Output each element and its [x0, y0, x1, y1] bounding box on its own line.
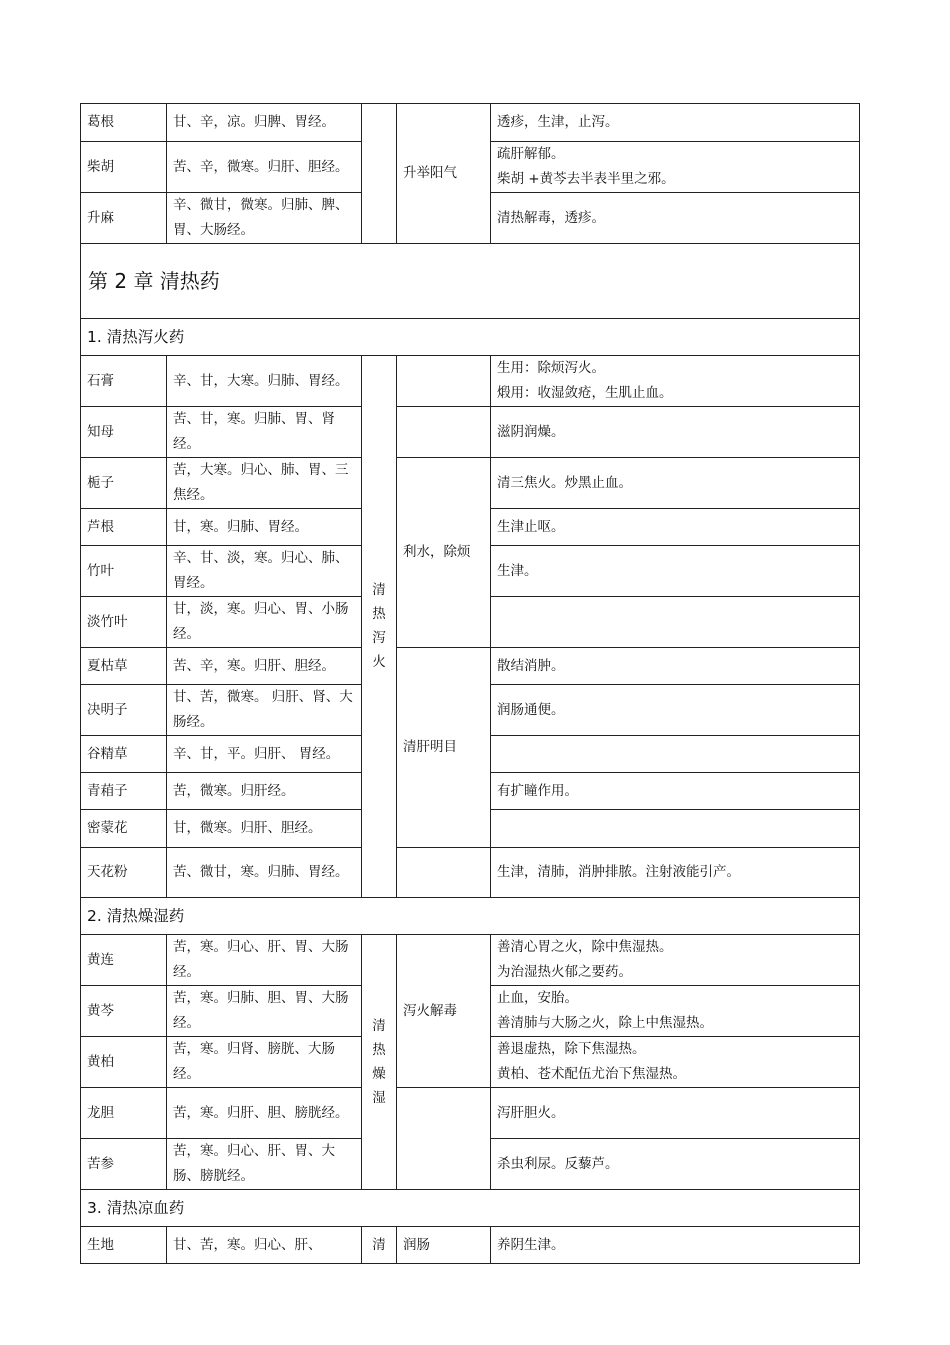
- chapter-title: 第 2 章 清热药: [81, 244, 860, 319]
- group-cell: 升举阳气: [397, 104, 491, 244]
- herb-name: 青葙子: [81, 773, 167, 810]
- category-cell: 清热泻火: [362, 356, 397, 898]
- herb-name: 柴胡: [81, 142, 167, 193]
- herb-name: 石膏: [81, 356, 167, 407]
- herb-effect: [491, 810, 860, 848]
- herb-name: 知母: [81, 407, 167, 458]
- herb-property: 辛、甘、淡，寒。归心、肺、胃经。: [167, 546, 362, 597]
- section-title: 2. 清热燥湿药: [81, 898, 860, 935]
- herb-name: 生地: [81, 1227, 167, 1264]
- herb-property: 苦，微寒。归肝经。: [167, 773, 362, 810]
- table-row: [81, 935, 860, 986]
- herb-property: 苦、辛，微寒。归肝、胆经。: [167, 142, 362, 193]
- table-row: [81, 1088, 860, 1139]
- table-row: [81, 848, 860, 898]
- herb-name: 芦根: [81, 509, 167, 546]
- herb-property: 苦，寒。归肝、胆、膀胱经。: [167, 1088, 362, 1139]
- herb-effect: 生津止呕。: [491, 509, 860, 546]
- herb-name: 黄连: [81, 935, 167, 986]
- group-cell: [397, 848, 491, 898]
- herb-name: 密蒙花: [81, 810, 167, 848]
- herb-property: 苦、辛，寒。归肝、胆经。: [167, 648, 362, 685]
- herb-property: 辛、甘，大寒。归肺、胃经。: [167, 356, 362, 407]
- herb-effect: 生用：除烦泻火。 煅用：收湿敛疮，生肌止血。: [491, 356, 860, 407]
- herb-effect: 清热解毒，透疹。: [491, 193, 860, 244]
- herb-property: 辛、微甘，微寒。归肺、脾、胃、大肠经。: [167, 193, 362, 244]
- herb-name: 决明子: [81, 685, 167, 736]
- herb-name: 黄芩: [81, 986, 167, 1037]
- herb-property: 甘，微寒。归肝、胆经。: [167, 810, 362, 848]
- herb-name: 淡竹叶: [81, 597, 167, 648]
- table-row: [81, 356, 860, 407]
- herb-property: 甘、辛，凉。归脾、胃经。: [167, 104, 362, 142]
- herb-effect: 透疹，生津，止泻。: [491, 104, 860, 142]
- chapter-row: [81, 244, 860, 319]
- herb-property: 甘，淡，寒。归心、胃、小肠经。: [167, 597, 362, 648]
- table-row: [81, 104, 860, 142]
- herb-effect: 生津，清肺，消肿排脓。注射液能引产。: [491, 848, 860, 898]
- section-title: 1. 清热泻火药: [81, 319, 860, 356]
- table-row: [81, 1227, 860, 1264]
- herb-effect: 有扩瞳作用。: [491, 773, 860, 810]
- herb-effect: [491, 597, 860, 648]
- herb-effect: 清三焦火。炒黑止血。: [491, 458, 860, 509]
- section-title: 3. 清热凉血药: [81, 1190, 860, 1227]
- herb-property: 苦，寒。归心、肝、胃、大肠、膀胱经。: [167, 1139, 362, 1190]
- herb-property: 苦、甘，寒。归肺、胃、肾经。: [167, 407, 362, 458]
- herb-property: 甘，寒。归肺、胃经。: [167, 509, 362, 546]
- group-cell: 清肝明目: [397, 648, 491, 848]
- herb-effect: 泻肝胆火。: [491, 1088, 860, 1139]
- herb-name: 栀子: [81, 458, 167, 509]
- herb-effect: 滋阴润燥。: [491, 407, 860, 458]
- herb-effect: 润肠通便。: [491, 685, 860, 736]
- group-cell: [397, 407, 491, 458]
- herb-effect: [491, 736, 860, 773]
- herb-name: 竹叶: [81, 546, 167, 597]
- herb-name: 龙胆: [81, 1088, 167, 1139]
- herb-property: 辛、甘，平。归肝、 胃经。: [167, 736, 362, 773]
- herb-property: 苦，寒。归心、肝、胃、大肠经。: [167, 935, 362, 986]
- table-row: [81, 648, 860, 685]
- group-cell: 泻火解毒: [397, 935, 491, 1088]
- category-cell: 清: [362, 1227, 397, 1264]
- group-cell: 利水，除烦: [397, 458, 491, 648]
- section-row: [81, 898, 860, 935]
- group-cell: 润肠: [397, 1227, 491, 1264]
- herb-effect: 杀虫利尿。反藜芦。: [491, 1139, 860, 1190]
- herb-name: 葛根: [81, 104, 167, 142]
- table-row: [81, 407, 860, 458]
- herb-table: [80, 103, 860, 1264]
- herb-property: 苦、微甘，寒。归肺、胃经。: [167, 848, 362, 898]
- herb-property: 甘、苦，寒。归心、肝、: [167, 1227, 362, 1264]
- herb-name: 苦参: [81, 1139, 167, 1190]
- section-row: [81, 1190, 860, 1227]
- herb-property: 苦，寒。归肾、膀胱、大肠经。: [167, 1037, 362, 1088]
- herb-name: 升麻: [81, 193, 167, 244]
- herb-name: 黄柏: [81, 1037, 167, 1088]
- herb-effect: 养阴生津。: [491, 1227, 860, 1264]
- herb-effect: 善退虚热，除下焦湿热。 黄柏、苍术配伍尤治下焦湿热。: [491, 1037, 860, 1088]
- herb-property: 苦，寒。归肺、胆、胃、大肠经。: [167, 986, 362, 1037]
- herb-property: 甘、苦，微寒。 归肝、肾、大肠经。: [167, 685, 362, 736]
- herb-effect: 生津。: [491, 546, 860, 597]
- group-cell: [397, 356, 491, 407]
- herb-effect: 止血，安胎。 善清肺与大肠之火，除上中焦湿热。: [491, 986, 860, 1037]
- group-cell: [397, 1088, 491, 1190]
- herb-effect: 散结消肿。: [491, 648, 860, 685]
- herb-name: 天花粉: [81, 848, 167, 898]
- table-row: [81, 458, 860, 509]
- section-row: [81, 319, 860, 356]
- herb-property: 苦，大寒。归心、肺、胃、三焦经。: [167, 458, 362, 509]
- category-cell: [362, 104, 397, 244]
- herb-effect: 善清心胃之火，除中焦湿热。 为治湿热火郁之要药。: [491, 935, 860, 986]
- herb-name: 夏枯草: [81, 648, 167, 685]
- herb-effect: 疏肝解郁。 柴胡 +黄芩去半表半里之邪。: [491, 142, 860, 193]
- category-cell: 清热燥湿: [362, 935, 397, 1190]
- herb-name: 谷精草: [81, 736, 167, 773]
